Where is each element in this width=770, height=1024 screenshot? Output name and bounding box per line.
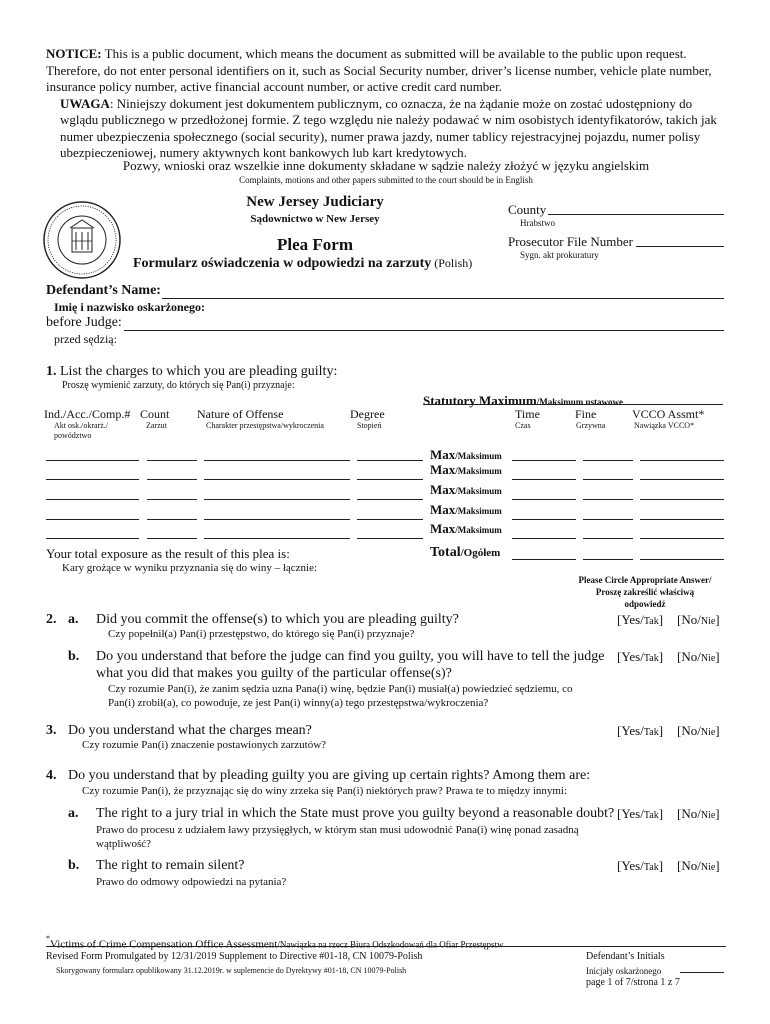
- judge-field[interactable]: [124, 330, 724, 331]
- max-label: Max: [430, 482, 456, 497]
- yes-label: [Yes/: [617, 858, 644, 873]
- charge-row-4-degree-field[interactable]: [357, 519, 423, 520]
- q4a-question-polish-line-2: wątpliwość?: [96, 838, 151, 850]
- charge-row-3-ind-field[interactable]: [46, 499, 139, 500]
- charge-row-1-fine-field[interactable]: [583, 460, 633, 461]
- col-nature-polish: Charakter przestępstwa/wykroczenia: [206, 421, 324, 430]
- revised-form-note-polish: Skorygowany formularz opublikowany 31.12.2019r. w suplemencie do Dyrektywy #01-18, CN 10079-Polish: [56, 966, 407, 975]
- total-label: [430, 543, 500, 561]
- col-fine: Fine: [575, 407, 597, 421]
- section-1-title-polish: Proszę wymienić zarzuty, do których się Pan(i) przyznaje:: [62, 380, 295, 391]
- prosecutor-file-label-polish: Sygn. akt prokuratury: [520, 250, 599, 260]
- col-degree-polish: Stopień: [357, 421, 382, 430]
- no-label: [No/: [677, 612, 701, 627]
- max-label: Max: [430, 521, 456, 536]
- yes-label: [Yes/: [617, 723, 644, 738]
- charge-row-2-ind-field[interactable]: [46, 479, 139, 480]
- charge-row-1-degree-field[interactable]: [357, 460, 423, 461]
- q4a-no-option[interactable]: [677, 806, 720, 822]
- answer-header-line-1: Please Circle Appropriate Answer/: [578, 575, 712, 585]
- col-ind-polish-2: powództwo: [54, 431, 92, 440]
- col-degree: Degree: [350, 407, 385, 421]
- bracket-close: ]: [658, 649, 664, 664]
- judge-label-polish: przed sędzią:: [54, 332, 117, 346]
- charge-row-5-fine-field[interactable]: [583, 538, 633, 539]
- bracket-close: ]: [658, 806, 664, 821]
- no-label: [No/: [677, 858, 701, 873]
- max-label: Max: [430, 447, 456, 462]
- prosecutor-file-field[interactable]: [636, 246, 724, 247]
- col-ind-polish-1: Akt osk./okrarż./: [54, 421, 108, 430]
- col-count: Count: [140, 407, 170, 421]
- footnote: [46, 934, 504, 952]
- form-title: Plea Form: [277, 235, 353, 254]
- statutory-maximum-label: Statutory Maximum: [423, 393, 537, 408]
- judiciary-title-polish: Sądownictwo w New Jersey: [250, 213, 380, 225]
- footer-divider: [46, 946, 726, 947]
- q2b-question-line-2: what you did that makes you guilty of the particular offense(s)?: [96, 666, 452, 681]
- section-1-title: [46, 364, 337, 380]
- bracket-close: ]: [715, 806, 720, 821]
- defendant-name-label: Defendant’s Name:: [46, 283, 161, 298]
- q3-number: 3.: [46, 723, 57, 738]
- q2b-question-polish-line-1: Czy rozumie Pan(i), że zanim sędzia uzna Pana(i) winę, będzie Pan(i) musiał(a) powiedzieć sędziemu, co: [108, 683, 573, 695]
- q3-question: Do you understand what the charges mean?: [68, 723, 312, 738]
- language-notice-polish: Pozwy, wnioski oraz wszelkie inne dokumenty składane w sądzie należy złożyć w języku angielskim: [122, 158, 650, 173]
- total-fine-field[interactable]: [583, 559, 633, 560]
- yes-label-polish: Tak: [643, 616, 659, 627]
- total-vcco-field[interactable]: [640, 559, 724, 560]
- form-title-polish: Formularz oświadczenia w odpowiedzi na zarzuty: [133, 256, 432, 271]
- form-language: (Polish): [431, 256, 473, 270]
- q4b-letter: b.: [68, 858, 80, 873]
- q2a-question-polish: Czy popełnił(a) Pan(i) przestępstwo, do którego się Pan(i) przyznaje?: [108, 628, 415, 640]
- footnote-mark: *: [46, 934, 50, 943]
- total-text: Total: [430, 545, 461, 560]
- bracket-close: ]: [658, 858, 664, 873]
- charge-row-3-nature-field[interactable]: [204, 499, 350, 500]
- court-seal-logo: [42, 200, 122, 280]
- q2a-no-option[interactable]: [677, 612, 720, 628]
- total-time-field[interactable]: [512, 559, 576, 560]
- charge-row-1-time-field[interactable]: [512, 460, 576, 461]
- max-label-polish: /Maksimum: [455, 525, 502, 535]
- charge-row-5-vcco-field[interactable]: [640, 538, 724, 539]
- charge-row-5-ind-field[interactable]: [46, 538, 139, 539]
- judge-label: before Judge:: [46, 315, 122, 330]
- notice-text: This is a public document, which means the document as submitted will be available to the public upon request. Therefore, do not enter personal identifiers on it, such as Social Security number, driver’s license number, vehicle plate number, insurance policy number, active financial account number, or active credit card number.: [46, 46, 712, 94]
- yes-label: [Yes/: [617, 649, 644, 664]
- revised-form-note: Revised Form Promulgated by 12/31/2019 Supplement to Directive #01-18, CN 10079-Polish: [46, 951, 423, 962]
- no-label: [No/: [677, 723, 701, 738]
- charge-row-3-vcco-field[interactable]: [640, 499, 724, 500]
- bracket-close: ]: [715, 723, 720, 738]
- q4a-letter: a.: [68, 806, 79, 821]
- charge-row-2-nature-field[interactable]: [204, 479, 350, 480]
- charge-row-1-vcco-field[interactable]: [640, 460, 724, 461]
- col-fine-polish: Grzywna: [576, 421, 606, 430]
- no-label: [No/: [677, 806, 701, 821]
- prosecutor-file-label: Prosecutor File Number: [508, 234, 633, 249]
- no-label-polish: Nie: [700, 616, 716, 627]
- q4-question: Do you understand that by pleading guilty you are giving up certain rights? Among them are:: [68, 768, 591, 783]
- no-label-polish: Nie: [700, 727, 716, 738]
- footnote-text: Victims of Crime Compensation Office Assessment: [50, 938, 278, 951]
- charge-row-1-ind-field[interactable]: [46, 460, 139, 461]
- no-label: [No/: [677, 649, 701, 664]
- county-label-polish: Hrabstwo: [520, 218, 555, 228]
- yes-label-polish: Tak: [643, 727, 659, 738]
- total-exposure-label: Your total exposure as the result of this plea is:: [46, 546, 290, 561]
- total-text-polish: /Ogółem: [460, 547, 501, 559]
- no-label-polish: Nie: [700, 862, 716, 873]
- answer-header-line-3: odpowiedź: [624, 599, 666, 609]
- max-label-polish: /Maksimum: [455, 451, 502, 461]
- charge-row-2-degree-field[interactable]: [357, 479, 423, 480]
- charge-row-2-vcco-field[interactable]: [640, 479, 724, 480]
- q4-number: 4.: [46, 768, 57, 783]
- q2b-no-option[interactable]: [677, 649, 720, 665]
- q4b-question-polish: Prawo do odmowy odpowiedzi na pytania?: [96, 876, 287, 888]
- no-label-polish: Nie: [700, 810, 716, 821]
- judiciary-title: New Jersey Judiciary: [246, 194, 384, 210]
- charge-row-3-degree-field[interactable]: [357, 499, 423, 500]
- footnote-text-polish: /Nawiązka na rzecz Biura Odszkodowań dla Ofiar Przestępstw: [277, 939, 504, 950]
- yes-label: [Yes/: [617, 612, 644, 627]
- charge-row-4-fine-field[interactable]: [583, 519, 633, 520]
- charge-row-5-degree-field[interactable]: [357, 538, 423, 539]
- q2a-question: Did you commit the offense(s) to which you are pleading guilty?: [96, 612, 459, 627]
- q2b-question-polish-line-2: Pan(i) zrobił(a), co powoduje, ze jest Pan(i) winny(a) tego przestępstwa/wykroczenia?: [108, 697, 489, 709]
- charge-row-5-max-label: [430, 520, 502, 538]
- charge-row-5-time-field[interactable]: [512, 538, 576, 539]
- defendant-name-field[interactable]: [162, 298, 724, 299]
- county-field[interactable]: [548, 214, 724, 215]
- q4b-no-option[interactable]: [677, 858, 720, 874]
- bracket-close: ]: [658, 723, 664, 738]
- notice-label: NOTICE:: [46, 46, 102, 61]
- notice-block: [46, 46, 726, 162]
- max-label: Max: [430, 462, 456, 477]
- section-1-text: List the charges to which you are pleading guilty:: [60, 364, 338, 379]
- form-title-polish-line: [133, 256, 472, 272]
- q4-question-polish: Czy rozumie Pan(i), że przyznając się do winy zrzeka się Pan(i) niektórych praw? Prawa te to między innymi:: [82, 785, 568, 797]
- defendant-initials-label: Defendant’s Initials: [586, 951, 665, 962]
- language-notice-english: Complaints, motions and other papers submitted to the court should be in English: [239, 175, 533, 185]
- county-label: County: [508, 202, 547, 217]
- charge-row-3-fine-field[interactable]: [583, 499, 633, 500]
- col-time: Time: [515, 407, 540, 421]
- charge-row-4-time-field[interactable]: [512, 519, 576, 520]
- charge-row-5-nature-field[interactable]: [204, 538, 350, 539]
- charge-row-4-ind-field[interactable]: [46, 519, 139, 520]
- max-label-polish: /Maksimum: [455, 506, 502, 516]
- col-vcco-polish: Nawiązka VCCO*: [634, 421, 695, 430]
- q4a-yes-option[interactable]: [617, 806, 663, 822]
- q2a-yes-option[interactable]: [617, 612, 663, 628]
- uwaga-label: UWAGA: [60, 95, 110, 111]
- charge-row-2-fine-field[interactable]: [583, 479, 633, 480]
- charge-row-3-max-label: [430, 481, 502, 499]
- col-ind: Ind./Acc./Comp.#: [44, 407, 131, 421]
- charge-row-2-time-field[interactable]: [512, 479, 576, 480]
- q2b-letter: b.: [68, 649, 80, 664]
- max-label: Max: [430, 502, 456, 517]
- charge-row-2-count-field[interactable]: [147, 479, 197, 480]
- q2b-yes-option[interactable]: [617, 649, 663, 665]
- bracket-close: ]: [715, 612, 720, 627]
- charge-row-3-count-field[interactable]: [147, 499, 197, 500]
- col-nature: Nature of Offense: [197, 407, 284, 421]
- charge-row-2-max-label: [430, 461, 502, 479]
- statutory-maximum-underline: [423, 404, 723, 405]
- yes-label-polish: Tak: [643, 862, 659, 873]
- max-label-polish: /Maksimum: [455, 466, 502, 476]
- q4b-yes-option[interactable]: [617, 858, 663, 874]
- bracket-close: ]: [715, 649, 720, 664]
- uwaga-text: : Niniejszy dokument jest dokumentem publicznym, co oznacza, że na żądanie może on zostać udostępniony do wglądu publicznego w przedłożonej formie. Z tego względu nie należy podawać w nim osobistych identyfikatorów, takich jak numer ubezpieczenia społecznego (social security), numer prawa jazdy, numer tablicy rejestracyjnej pojazdu, numer polisy ubezpieczeniowej, numery aktywnych kont bankowych lub kart kredytowych.: [60, 95, 717, 160]
- q2b-question-line-1: Do you understand that before the judge can find you guilty, you will have to tell the judge: [96, 649, 605, 664]
- col-count-polish: Zarzut: [146, 421, 167, 430]
- yes-label-polish: Tak: [643, 810, 659, 821]
- q2a-letter: a.: [68, 612, 79, 627]
- yes-label: [Yes/: [617, 806, 644, 821]
- section-1-number: 1.: [46, 364, 57, 379]
- q4b-question: The right to remain silent?: [96, 858, 245, 873]
- defendant-initials-field[interactable]: [680, 972, 724, 973]
- q3-no-option[interactable]: [677, 723, 720, 739]
- page-number: page 1 of 7/strona 1 z 7: [586, 977, 680, 988]
- charge-row-4-nature-field[interactable]: [204, 519, 350, 520]
- no-label-polish: Nie: [700, 653, 716, 664]
- col-time-polish: Czas: [515, 421, 531, 430]
- answer-header-line-2: Proszę zakreślić właściwą: [595, 587, 695, 597]
- col-vcco: VCCO Assmt*: [632, 407, 705, 421]
- charge-row-4-max-label: [430, 501, 502, 519]
- charge-row-3-time-field[interactable]: [512, 499, 576, 500]
- defendant-name-label-polish: Imię i nazwisko oskarżonego:: [54, 300, 205, 314]
- q3-question-polish: Czy rozumie Pan(i) znaczenie postawionych zarzutów?: [82, 739, 327, 751]
- charge-row-1-nature-field[interactable]: [204, 460, 350, 461]
- q2-number: 2.: [46, 612, 57, 627]
- bracket-close: ]: [658, 612, 664, 627]
- statutory-maximum-label-polish: /Maksimum ustawowe: [536, 397, 624, 407]
- max-label-polish: /Maksimum: [455, 486, 502, 496]
- charge-row-5-count-field[interactable]: [147, 538, 197, 539]
- yes-label-polish: Tak: [643, 653, 659, 664]
- charge-row-4-count-field[interactable]: [147, 519, 197, 520]
- charge-row-4-vcco-field[interactable]: [640, 519, 724, 520]
- total-exposure-label-polish: Kary grożące w wyniku przyznania się do winy – łącznie:: [62, 562, 318, 574]
- q4a-question: The right to a jury trial in which the State must prove you guilty beyond a reasonable doubt?: [96, 806, 615, 821]
- charge-row-1-count-field[interactable]: [147, 460, 197, 461]
- bracket-close: ]: [715, 858, 720, 873]
- defendant-initials-label-polish: Inicjały oskarżonego: [586, 966, 662, 976]
- q3-yes-option[interactable]: [617, 723, 663, 739]
- q4a-question-polish-line-1: Prawo do procesu z udziałem ławy przysięgłych, w którym stan musi udowodnić Pana(i) winę ponad zasadną: [96, 824, 579, 836]
